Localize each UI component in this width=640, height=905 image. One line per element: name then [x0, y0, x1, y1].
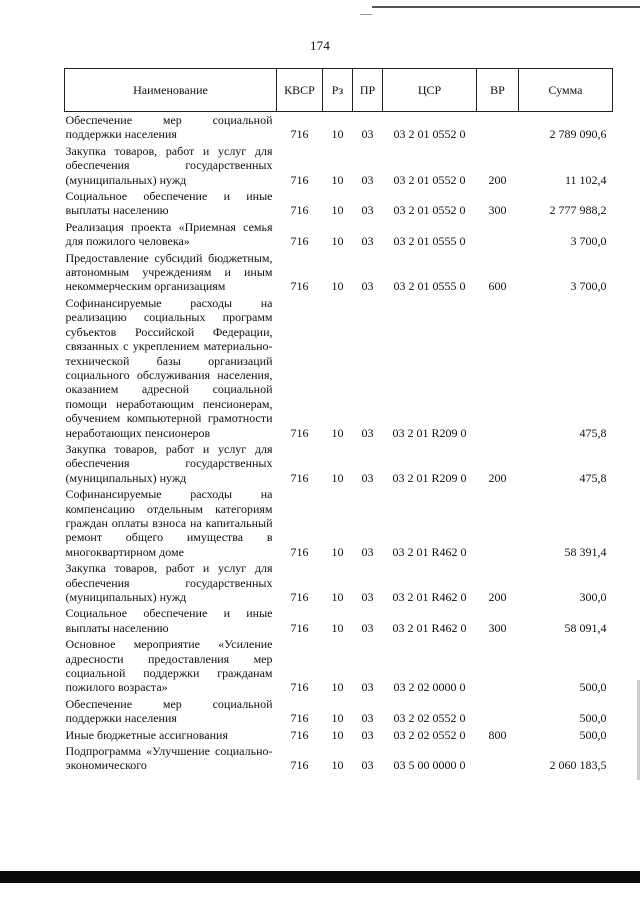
cell-name: Основное мероприятие «Усиление адресности предоставления мер социальной поддержки гражданам пожилого возраста» — [65, 637, 273, 695]
cell-vr — [477, 696, 519, 727]
cell-kvsr: 716 — [290, 590, 309, 604]
cell-vr — [477, 743, 519, 774]
cell-vr — [477, 295, 519, 441]
table-row — [65, 143, 613, 188]
table-row — [65, 112, 613, 143]
cell-name: Обеспечение мер социальной поддержки населения — [65, 113, 273, 142]
cell-kvsr: 716 — [290, 127, 309, 142]
cell-name: Закупка товаров, работ и услуг для обеспечения государственных (муниципальных) нужд — [65, 143, 273, 187]
cell-csr: 03 2 01 R209 0 — [392, 470, 467, 485]
table-row — [65, 219, 613, 250]
table-row — [65, 250, 613, 295]
cell-rz: 10 — [331, 470, 344, 485]
cell-vr: 200 — [488, 470, 507, 485]
table-row — [65, 188, 613, 219]
table-row — [65, 486, 613, 560]
header-rz: Рз — [323, 69, 353, 112]
cell-name: Закупка товаров, работ и услуг для обеспечения государственных (муниципальных) нужд — [65, 561, 273, 604]
cell-name: Подпрограмма «Улучшение социально-экономического — [65, 744, 273, 773]
cell-kvsr: 716 — [290, 620, 309, 635]
cell-kvsr: 716 — [290, 544, 309, 559]
cell-sum: 3 700,0 — [570, 279, 607, 294]
top-edge-rule — [372, 6, 640, 8]
table-row — [65, 441, 613, 486]
cell-sum: 500,0 — [579, 727, 607, 742]
cell-rz: 10 — [331, 590, 344, 604]
header-name: Наименование — [65, 69, 277, 112]
top-edge-mark — [360, 14, 372, 15]
cell-sum: 475,8 — [579, 470, 607, 485]
cell-csr: 03 2 01 0552 0 — [393, 172, 466, 187]
cell-vr — [477, 112, 519, 143]
cell-sum: 2 789 090,6 — [549, 127, 607, 142]
cell-sum: 500,0 — [579, 680, 607, 695]
cell-pr: 03 — [361, 425, 374, 440]
cell-rz: 10 — [331, 711, 344, 726]
budget-table — [64, 68, 613, 774]
cell-kvsr: 716 — [290, 203, 309, 218]
cell-csr: 03 5 00 0000 0 — [393, 758, 466, 773]
header-csr: ЦСР — [383, 69, 477, 112]
cell-pr: 03 — [361, 127, 374, 142]
cell-vr: 800 — [488, 727, 507, 742]
cell-pr: 03 — [361, 234, 374, 249]
header-pr: ПР — [353, 69, 383, 112]
cell-csr: 03 2 02 0552 0 — [393, 727, 466, 742]
cell-kvsr: 716 — [290, 711, 309, 726]
cell-pr: 03 — [361, 680, 374, 695]
cell-rz: 10 — [331, 172, 344, 187]
cell-sum: 2 060 183,5 — [549, 758, 607, 773]
header-vr: ВР — [477, 69, 519, 112]
cell-pr: 03 — [361, 544, 374, 559]
cell-pr: 03 — [361, 727, 374, 742]
cell-kvsr: 716 — [290, 279, 309, 294]
cell-rz: 10 — [331, 234, 344, 249]
cell-csr: 03 2 01 R209 0 — [392, 425, 467, 440]
header-sum: Сумма — [519, 69, 613, 112]
cell-name: Софинансируемые расходы на компенсацию отдельным категориям граждан оплаты взноса на капитальный ремонт общего имущества в многоквартирном доме — [65, 487, 273, 559]
table-header — [65, 69, 613, 112]
cell-name: Предоставление субсидий бюджетным, автономным учреждениям и иным некоммерческим организациям — [65, 250, 273, 294]
table-row — [65, 696, 613, 727]
cell-vr: 200 — [488, 172, 507, 187]
table-row — [65, 636, 613, 696]
table-row — [65, 727, 613, 743]
cell-vr: 600 — [488, 279, 507, 294]
cell-kvsr: 716 — [290, 172, 309, 187]
table-row — [65, 605, 613, 636]
cell-vr: 300 — [488, 203, 507, 218]
cell-sum: 300,0 — [579, 590, 607, 604]
cell-csr: 03 2 02 0552 0 — [393, 711, 466, 726]
cell-pr: 03 — [361, 172, 374, 187]
cell-csr: 03 2 01 0552 0 — [393, 127, 466, 142]
cell-pr: 03 — [361, 711, 374, 726]
cell-csr: 03 2 01 0555 0 — [393, 279, 466, 294]
cell-vr — [477, 486, 519, 560]
cell-name: Обеспечение мер социальной поддержки населения — [65, 696, 273, 726]
cell-name: Иные бюджетные ассигнования — [65, 727, 228, 742]
cell-name: Реализация проекта «Приемная семья для пожилого человека» — [65, 219, 273, 249]
header-kvsr: КВСР — [277, 69, 323, 112]
cell-kvsr: 716 — [290, 234, 309, 249]
cell-csr: 03 2 01 0552 0 — [393, 203, 466, 218]
cell-rz: 10 — [331, 544, 344, 559]
cell-vr — [477, 219, 519, 250]
cell-rz: 10 — [331, 680, 344, 695]
cell-vr — [477, 636, 519, 696]
cell-rz: 10 — [331, 425, 344, 440]
cell-pr: 03 — [361, 279, 374, 294]
table-row — [65, 295, 613, 441]
cell-csr: 03 2 01 R462 0 — [392, 620, 467, 635]
cell-rz: 10 — [331, 127, 344, 142]
page-number: 174 — [309, 38, 331, 53]
cell-rz: 10 — [331, 727, 344, 742]
cell-kvsr: 716 — [290, 680, 309, 695]
cell-csr: 03 2 01 R462 0 — [392, 590, 467, 604]
cell-sum: 2 777 988,2 — [549, 203, 607, 218]
cell-vr: 200 — [488, 590, 507, 604]
cell-csr: 03 2 01 R462 0 — [392, 544, 467, 559]
cell-name: Социальное обеспечение и иные выплаты населению — [65, 189, 273, 218]
cell-kvsr: 716 — [290, 470, 309, 485]
cell-sum: 3 700,0 — [570, 234, 607, 249]
table-row — [65, 743, 613, 774]
cell-pr: 03 — [361, 203, 374, 218]
cell-sum: 475,8 — [579, 425, 607, 440]
cell-name: Социальное обеспечение и иные выплаты населению — [65, 606, 273, 635]
header-row — [65, 69, 613, 112]
cell-pr: 03 — [361, 590, 374, 604]
cell-name: Закупка товаров, работ и услуг для обеспечения государственных (муниципальных) нужд — [65, 441, 273, 485]
cell-kvsr: 716 — [290, 758, 309, 773]
cell-sum: 58 391,4 — [564, 544, 607, 559]
cell-pr: 03 — [361, 758, 374, 773]
cell-pr: 03 — [361, 620, 374, 635]
cell-vr: 300 — [488, 620, 507, 635]
cell-rz: 10 — [331, 758, 344, 773]
cell-kvsr: 716 — [290, 727, 309, 742]
cell-sum: 58 091,4 — [564, 620, 607, 635]
table-row — [65, 560, 613, 605]
cell-rz: 10 — [331, 279, 344, 294]
cell-rz: 10 — [331, 203, 344, 218]
cell-pr: 03 — [361, 470, 374, 485]
cell-sum: 500,0 — [579, 711, 607, 726]
cell-name: Софинансируемые расходы на реализацию социальных программ субъектов Российской Федерации, связанных с укреплением материально-технической базы организаций социального обслуживания населения, оказанием адресной социальной помощи неработающим пенсионерам, обучением компьютерной грамотности неработающих пенсионеров — [65, 295, 273, 440]
cell-sum: 11 102,4 — [564, 172, 607, 187]
scan-bottom-bar — [0, 871, 640, 883]
cell-csr: 03 2 01 0555 0 — [393, 234, 466, 249]
cell-kvsr: 716 — [290, 425, 309, 440]
cell-rz: 10 — [331, 620, 344, 635]
cell-csr: 03 2 02 0000 0 — [393, 680, 466, 695]
table-body — [65, 112, 613, 774]
